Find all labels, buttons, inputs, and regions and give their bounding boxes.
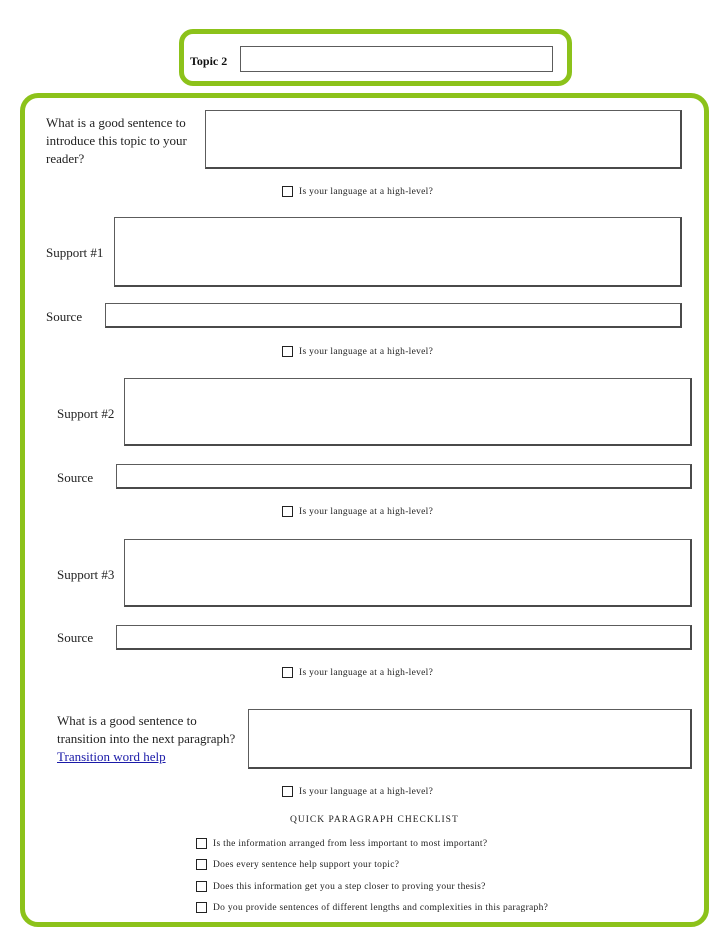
source-1-label: Source bbox=[46, 309, 83, 324]
language-check-5[interactable] bbox=[282, 786, 433, 797]
source-1-input[interactable] bbox=[105, 303, 682, 328]
checklist-item[interactable] bbox=[196, 859, 399, 870]
language-check-3[interactable] bbox=[282, 506, 433, 517]
checklist-item[interactable] bbox=[196, 902, 548, 913]
checkbox[interactable] bbox=[196, 902, 207, 913]
topic-label: Topic 2 bbox=[190, 54, 228, 68]
checkbox[interactable] bbox=[282, 186, 293, 197]
language-check-label: Is your language at a high-level? bbox=[299, 667, 434, 678]
checklist-item-label: Does every sentence help support your topic? bbox=[213, 859, 400, 870]
language-check-label: Is your language at a high-level? bbox=[299, 786, 434, 797]
source-2-label: Source bbox=[57, 470, 94, 485]
language-check-label: Is your language at a high-level? bbox=[299, 186, 434, 197]
checkbox[interactable] bbox=[196, 838, 207, 849]
checkbox[interactable] bbox=[282, 346, 293, 357]
support-3-label: Support #3 bbox=[57, 567, 115, 582]
language-check-1[interactable] bbox=[282, 186, 433, 197]
checkbox[interactable] bbox=[282, 786, 293, 797]
checklist-item-label: Is the information arranged from less important to most important? bbox=[213, 838, 488, 849]
source-3-input[interactable] bbox=[116, 625, 692, 650]
intro-input[interactable] bbox=[205, 110, 682, 169]
support-1-label: Support #1 bbox=[46, 245, 104, 260]
support-1-input[interactable] bbox=[114, 217, 682, 287]
support-2-input[interactable] bbox=[124, 378, 692, 446]
checkbox[interactable] bbox=[196, 881, 207, 892]
checklist-item-label: Does this information get you a step closer to proving your thesis? bbox=[213, 881, 486, 892]
checklist-item-label: Do you provide sentences of different lengths and complexities in this paragraph? bbox=[213, 902, 549, 913]
checklist-item[interactable] bbox=[196, 838, 487, 849]
checkbox[interactable] bbox=[282, 667, 293, 678]
checkbox[interactable] bbox=[196, 859, 207, 870]
intro-label: What is a good sentence to introduce this topic to your reader? bbox=[46, 115, 187, 166]
source-3-label: Source bbox=[57, 630, 94, 645]
support-3-input[interactable] bbox=[124, 539, 692, 607]
language-check-4[interactable] bbox=[282, 667, 433, 678]
language-check-label: Is your language at a high-level? bbox=[299, 506, 434, 517]
language-check-label: Is your language at a high-level? bbox=[299, 346, 434, 357]
transition-input[interactable] bbox=[248, 709, 692, 769]
checkbox[interactable] bbox=[282, 506, 293, 517]
checklist-item[interactable] bbox=[196, 881, 486, 892]
transition-label-text: What is a good sentence to transition into the next paragraph? bbox=[57, 713, 236, 746]
transition-label bbox=[57, 712, 247, 766]
source-2-input[interactable] bbox=[116, 464, 692, 489]
transition-help-link[interactable]: Transition word help bbox=[57, 749, 166, 764]
language-check-2[interactable] bbox=[282, 346, 433, 357]
checklist-title: QUICK PARAGRAPH CHECKLIST bbox=[290, 815, 459, 825]
topic-input[interactable] bbox=[240, 46, 553, 72]
support-2-label: Support #2 bbox=[57, 406, 115, 421]
